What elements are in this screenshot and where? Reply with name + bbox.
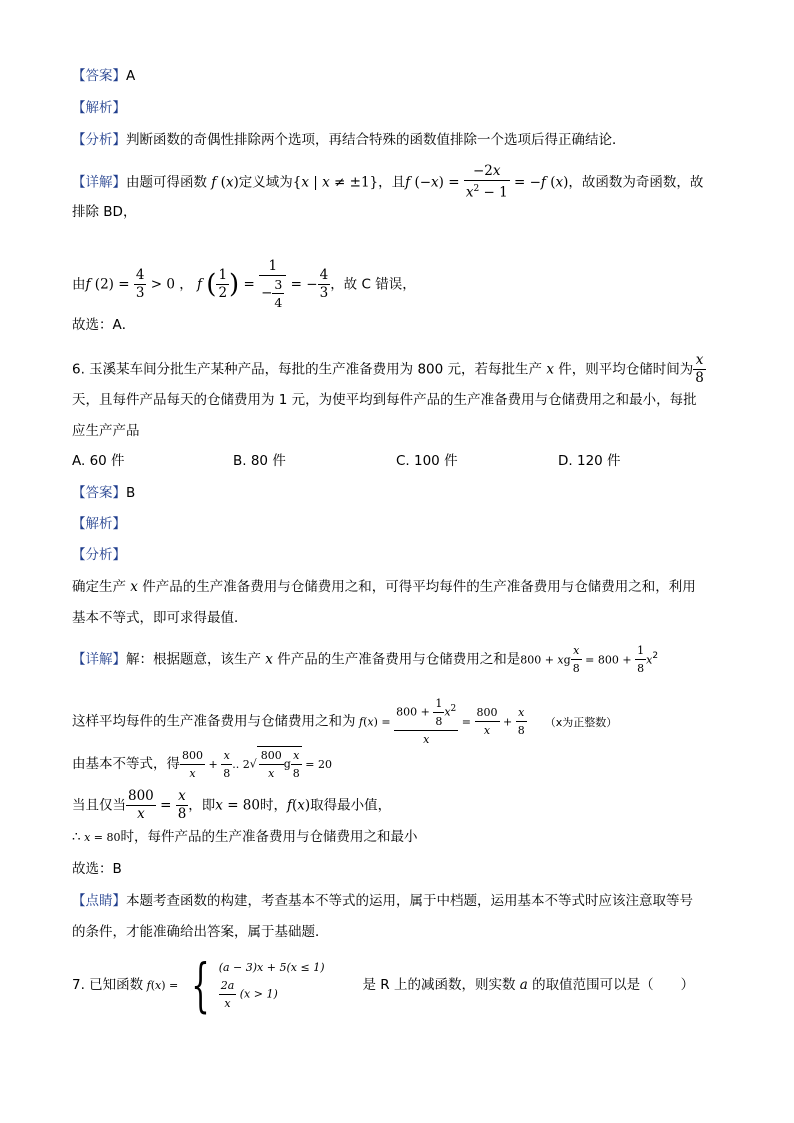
fenxi-text: 判断函数的奇偶性排除两个选项，再结合特殊的函数值排除一个选项后得正确结论． [126, 132, 626, 148]
detail-text: 由 [72, 276, 86, 293]
answer-value: A [126, 68, 136, 84]
analysis-heading [72, 98, 126, 118]
option-a: A. 60 件 [72, 453, 125, 469]
detail-line-5 [72, 827, 418, 848]
fraction: $\frac{4}{3}$ [135, 267, 145, 301]
math-expr: = − [509, 174, 541, 191]
fenxi-line-1 [72, 577, 696, 597]
math-expr: ( [220, 174, 226, 191]
therefore-symbol: ∴ [72, 829, 81, 845]
math-expr: ( [550, 174, 556, 191]
detail-text: 排除 BD， [72, 204, 137, 220]
math-expr: ) [563, 174, 569, 191]
math-expr: x [367, 715, 374, 729]
fenxi-tag: 【分析】 [72, 132, 126, 148]
math-expr: x [431, 174, 439, 191]
stem-text: 件，则平均仓储时间为 [558, 361, 694, 378]
option-c: C. 100 件 [396, 453, 458, 469]
math-expr: = 800 + [581, 653, 636, 667]
math-expr: a [515, 977, 533, 993]
detail-line-2 [72, 695, 617, 748]
detail-text: ，即 [188, 797, 216, 814]
math-expr: x [322, 174, 330, 191]
math-expr: ) [229, 269, 240, 300]
fraction: $\frac{-2x}{x^2 - 1}$ [465, 163, 508, 201]
math-expr: 800 + [520, 653, 558, 667]
math-expr: | [309, 174, 323, 191]
dianjing-line-1 [72, 891, 693, 911]
math-expr: = [239, 276, 260, 293]
math-expr: = 20 [301, 758, 332, 771]
left-brace: { [191, 951, 210, 1019]
fenxi-tag: 【分析】 [72, 547, 126, 563]
analysis-heading [72, 514, 126, 534]
math-expr: f [286, 797, 292, 814]
math-expr: = [458, 715, 475, 729]
math-expr: ( [150, 979, 156, 992]
detail-text: ，故 C 错误， [330, 276, 416, 293]
answer-line [72, 483, 135, 503]
fraction: $\frac{x}{8}$ [695, 352, 704, 386]
detail-text: 由基本不等式，得 [72, 756, 180, 772]
fraction: $\frac{1}{2}$ [218, 267, 228, 301]
math-expr: .. 2 [232, 758, 250, 771]
fenxi-text: 件产品的生产准备费用与仓储费用之和，可得平均每件的生产准备费用与仓储费用之和，利用 [142, 579, 696, 595]
fenxi-heading [72, 545, 126, 565]
dianjing-text: 本题考查函数的构建，考查基本不等式的运用，属于中档题，运用基本不等式时应该注意取等号 [126, 893, 693, 909]
fraction: 800 + $\frac{1}{8}$ $x^2$ x [396, 697, 457, 746]
fraction: $\frac{x}{8}$ [517, 706, 525, 737]
dianjing-tag: 【点睛】 [72, 893, 126, 909]
detail-text: ，且 [378, 174, 406, 191]
math-expr: f [143, 979, 151, 992]
math-expr: = − [286, 276, 318, 293]
answer-tag: 【答案】 [72, 485, 126, 501]
fraction: $\frac{800}{x}$ [128, 788, 154, 822]
fraction: $\frac{x}{8}$ [572, 644, 580, 675]
math-expr: > 0 ， [146, 276, 193, 293]
math-expr: x [542, 361, 559, 378]
fenxi-text: 确定生产 [72, 579, 126, 595]
detail-text: 时， [259, 797, 287, 814]
option-d: D. 120 件 [558, 453, 621, 469]
detail-line-1 [72, 642, 658, 677]
math-expr: x [225, 174, 234, 191]
fenxi-line-2 [72, 608, 248, 628]
detail-text: 当且仅当 [72, 797, 126, 814]
question-stem-line-3 [72, 421, 140, 441]
math-expr: x [126, 579, 143, 595]
fraction: $\frac{x}{8}$ [177, 788, 187, 822]
detail-text: 这样平均每件的生产准备费用与仓储费用之和为 [72, 713, 356, 730]
dianjing-line-2 [72, 922, 329, 942]
detail-text: 取得最小值， [310, 797, 392, 814]
answer-tag: 【答案】 [72, 68, 126, 84]
fraction: $\frac{1}{8}$ [637, 644, 645, 675]
detail-line-4 [72, 788, 391, 823]
math-expr: ( [291, 797, 298, 814]
stem-text: 6. 玉溪某车间分批生产某种产品，每批的生产准备费用为 800 元，若每批生产 [72, 361, 543, 378]
conclusion-text: 故选：A． [72, 317, 136, 333]
math-expr: f [192, 276, 207, 293]
math-expr: x [261, 651, 278, 668]
math-expr: x [297, 797, 305, 814]
answer-line [72, 66, 135, 86]
math-expr: ( [206, 269, 217, 300]
math-expr: { [292, 174, 302, 191]
conclusion-line [72, 859, 122, 879]
math-expr: 2 [652, 651, 659, 661]
fraction: $\frac{800}{x}$ [476, 706, 498, 737]
math-expr: (2) = [94, 276, 134, 293]
detail-line-3 [72, 258, 416, 311]
question-stem-line-2 [72, 390, 697, 410]
detail-text: 件产品的生产准备费用与仓储费用之和是 [277, 651, 521, 668]
stem-text: 应生产产品 [72, 423, 140, 439]
math-expr: f [85, 276, 95, 293]
math-expr: x [555, 174, 564, 191]
analysis-tag: 【解析】 [72, 100, 126, 116]
detail-line-3 [72, 746, 332, 782]
square-root: √ $\frac{800}{x}$ g $\frac{x}{8}$ [250, 746, 302, 782]
math-expr: x [557, 653, 564, 667]
piecewise-cases: (a − 3)x + 5(x ≤ 1) $\frac{2a}{x}$ (x > 1) [218, 960, 325, 1010]
option-b: B. 80 件 [233, 453, 286, 469]
math-expr: ) = [438, 174, 464, 191]
math-expr: x [215, 797, 223, 814]
fenxi-line [72, 130, 626, 150]
detail-text: 定义域为 [238, 174, 293, 191]
conclusion-line [72, 315, 135, 335]
math-expr: = [155, 797, 176, 814]
dianjing-text: 的条件，才能准确给出答案，属于基础题． [72, 924, 329, 940]
math-expr: ≠ ±1} [329, 174, 379, 191]
math-expr: f [540, 174, 551, 191]
stem-text: 的取值范围可以是（ ） [532, 977, 695, 993]
fenxi-text: 基本不等式，即可求得最值． [72, 610, 248, 626]
stem-text: 天，且每件产品每天的仓储费用为 1 元，为使平均到每件产品的生产准备费用与仓储费用之和最小，每批 [72, 392, 697, 408]
fraction: $\frac{x}{8}$ [223, 748, 231, 780]
math-expr: ) = [161, 979, 182, 992]
math-expr: f [405, 174, 415, 191]
question-7-stem [72, 952, 694, 1019]
math-expr: x [301, 174, 309, 191]
detail-text: 时，每件产品的生产准备费用与仓储费用之和最小 [120, 829, 418, 845]
math-expr: (− [414, 174, 432, 191]
math-expr: ) = [373, 715, 395, 729]
answer-value: B [126, 485, 136, 501]
math-expr: + [205, 758, 222, 771]
fraction: 1 − $\frac{3}{4}$ [259, 258, 286, 311]
detail-tag: 【详解】 [72, 651, 126, 668]
question-stem-line-1 [72, 352, 706, 387]
math-expr: ( [363, 715, 368, 729]
math-expr: + [499, 715, 516, 729]
detail-line-2 [72, 202, 136, 222]
math-expr: f [355, 715, 364, 729]
detail-line-1 [72, 163, 703, 202]
detail-text: 由题可得函数 [126, 174, 207, 191]
analysis-tag: 【解析】 [72, 516, 126, 532]
math-expr: g [563, 653, 571, 667]
math-expr: = 80 [90, 831, 121, 844]
math-expr: = 80 [222, 797, 260, 814]
fraction: $\frac{4}{3}$ [319, 267, 329, 301]
stem-text: 是 R 上的减函数，则实数 [362, 977, 516, 993]
conclusion-text: 故选：B [72, 861, 122, 877]
math-expr: f [207, 174, 221, 191]
math-expr: x [80, 831, 91, 844]
math-expr: ) [233, 174, 239, 191]
detail-tag: 【详解】 [72, 174, 126, 191]
math-expr: x [646, 653, 653, 667]
math-expr: x [155, 979, 162, 992]
detail-text: （x为正整数） [544, 715, 618, 729]
detail-text: ，故函数为奇函数，故 [568, 174, 704, 191]
fraction: $\frac{800}{x}$ [182, 748, 203, 780]
detail-text: 解：根据题意，该生产 [126, 651, 261, 668]
math-expr: ) [304, 797, 311, 814]
stem-text: 7. 已知函数 [72, 977, 144, 993]
